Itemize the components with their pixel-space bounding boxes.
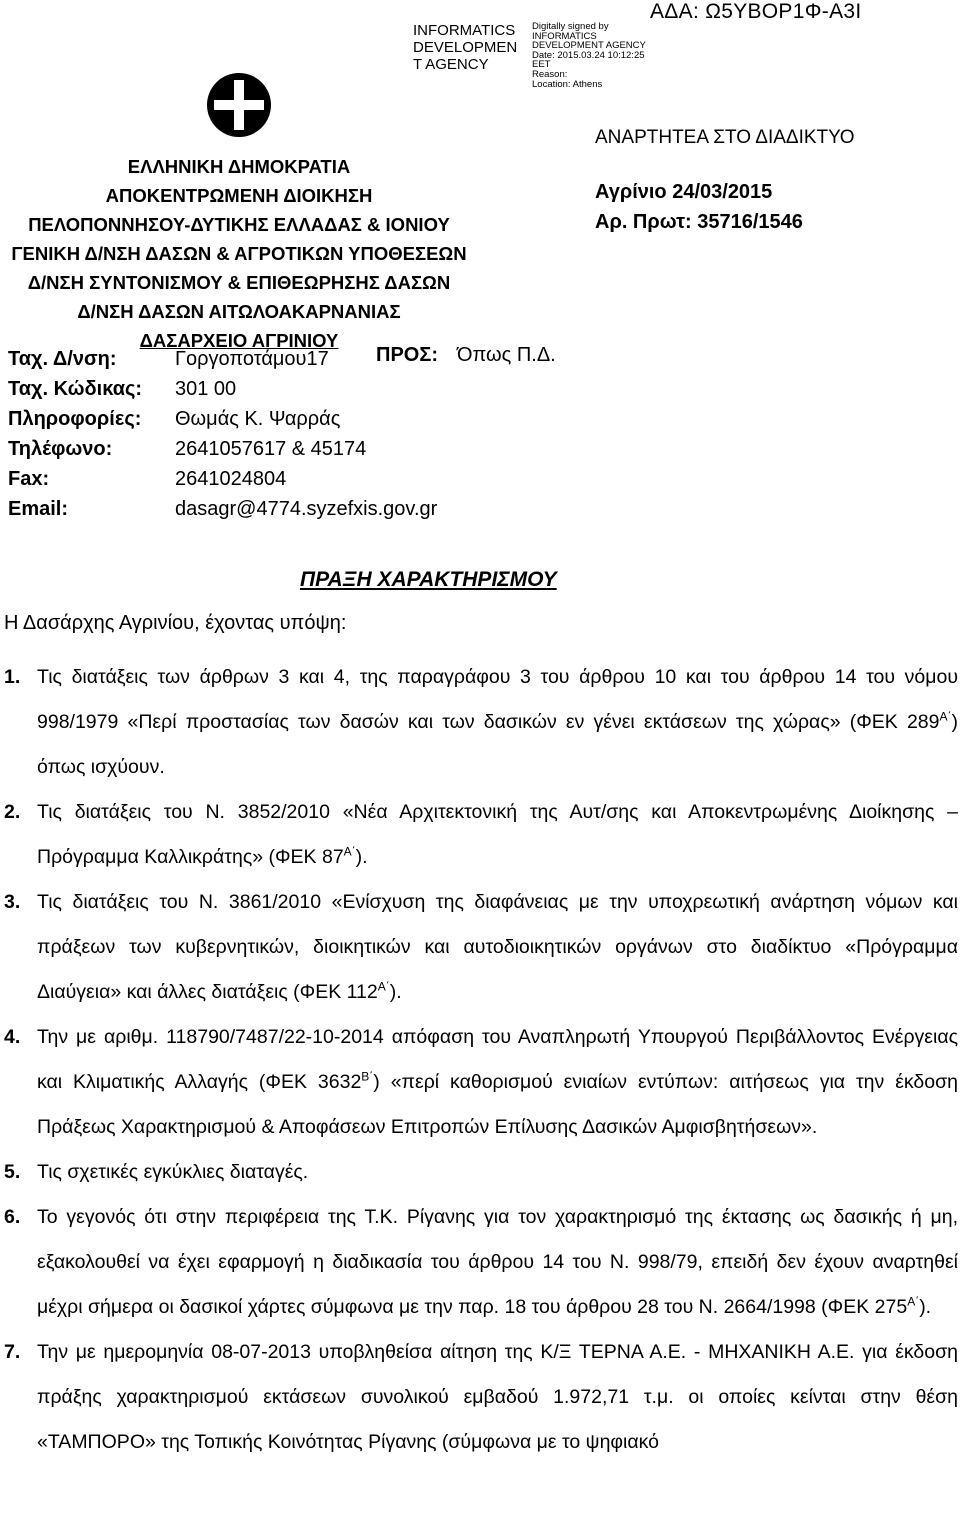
contact-value: 2641024804: [175, 468, 287, 490]
contact-row: [8, 434, 437, 464]
contact-value: Γοργοποτάμου17: [175, 348, 329, 370]
recipient-label: ΠΡΟΣ:: [376, 344, 439, 366]
contact-row: [8, 494, 437, 524]
item-number: 6.: [4, 1206, 21, 1228]
greek-emblem-icon: [206, 72, 272, 138]
list-item: [4, 1330, 958, 1465]
list-item: [4, 790, 958, 880]
ada-code: ΑΔΑ: Ω5ΥΒΟΡ1Φ-Α3Ι: [650, 0, 862, 23]
item-number: 2.: [4, 801, 21, 823]
recipient-value: Όπως Π.Δ.: [457, 344, 556, 366]
email-value: dasagr@4774.syzefxis.gov.gr: [175, 498, 438, 520]
contact-row: [8, 344, 437, 374]
list-item: [4, 655, 958, 790]
item-text: Τις διατάξεις των άρθρων 3 και 4, της παραγράφου 3 του άρθρου 10 και του άρθρου 14 του νόμου 998/1979 «Περί προστασίας των δασών και των δασικών εν γένει εκτάσεων της χώρας» (ΦΕΚ $289^{A΄}$) όπως ισχύουν.: [37, 666, 958, 778]
signature-signer-name: INFORMATICS DEVELOPMEN T AGENCY: [413, 22, 518, 73]
document-date: Αγρίνιο 24/03/2015: [595, 181, 773, 203]
signature-detail-line: Digitally signed by: [532, 21, 609, 32]
authority-line: ΠΕΛΟΠΟΝΝΗΣΟΥ-ΔΥΤΙΚΗΣ ΕΛΛΑΔΑΣ & ΙΟΝΙΟΥ: [28, 214, 450, 235]
list-item: [4, 1150, 958, 1195]
signature-detail-line: EET: [532, 59, 551, 71]
list-item: [4, 1015, 958, 1150]
authority-line: ΕΛΛΗΝΙΚΗ ΔΗΜΟΚΡΑΤΙΑ: [127, 156, 351, 177]
authority-line: Δ/ΝΣΗ ΔΑΣΩΝ ΑΙΤΩΛΟΑΚΑΡΝΑΝΙΑΣ: [77, 301, 401, 322]
contact-value: 301 00: [175, 378, 237, 400]
item-number: 4.: [4, 1026, 21, 1048]
intro-text: Η Δασάρχης Αγρινίου, έχοντας υπόψη:: [4, 612, 347, 634]
signature-detail-line: Location: Athens: [532, 78, 603, 90]
list-item: [4, 1195, 958, 1330]
considerations-list: [4, 655, 958, 1465]
contact-label: Fax:: [8, 468, 50, 490]
contact-value: 2641057617 & 45174: [175, 438, 367, 460]
authority-line: ΑΠΟΚΕΝΤΡΩΜΕΝΗ ΔΙΟΙΚΗΣΗ: [105, 185, 373, 206]
signature-detail-line: Reason:: [532, 68, 568, 80]
signature-details: [532, 22, 662, 89]
signature-detail-line: DEVELOPMENT AGENCY: [532, 40, 646, 52]
post-notice: ΑΝΑΡΤΗΤΕΑ ΣΤΟ ΔΙΑΔΙΚΤΥΟ: [595, 127, 855, 148]
protocol-number: Αρ. Πρωτ: 35716/1546: [595, 211, 803, 233]
item-number: 5.: [4, 1161, 21, 1183]
contact-label: Ταχ. Κώδικας:: [8, 378, 143, 400]
document-title: ΠΡΑΞΗ ΧΑΡΑΚΤΗΡΙΣΜΟΥ: [300, 568, 557, 591]
signature-detail-line: INFORMATICS: [532, 30, 597, 42]
signature-detail-line: Date: 2015.03.24 10:12:25: [532, 49, 645, 61]
authority-line: ΓΕΝΙΚΗ Δ/ΝΣΗ ΔΑΣΩΝ & ΑΓΡΟΤΙΚΩΝ ΥΠΟΘΕΣΕΩΝ: [11, 243, 467, 264]
authority-line: Δ/ΝΣΗ ΣΥΝΤΟΝΙΣΜΟΥ & ΕΠΙΘΕΩΡΗΣΗΣ ΔΑΣΩΝ: [27, 272, 451, 293]
authority-line: ΔΑΣΑΡΧΕΙΟ ΑΓΡΙΝΙΟΥ: [139, 330, 339, 351]
contact-label: Πληροφορίες:: [8, 408, 142, 430]
contact-label: Ταχ. Δ/νση:: [8, 348, 117, 370]
item-text: Την με ημερομηνία 08-07-2013 υποβληθείσα αίτηση της Κ/Ξ ΤΕΡΝΑ Α.Ε. - ΜΗΧΑΝΙΚΗ Α.Ε. για έκδοση πράξης χαρακτηρισμού εκτάσεων συνολικού εμβαδού 1.972,71 τ.μ. οι οποίες κείνται στην θέση «ΤΑΜΠΟΡΟ» της Τοπικής Κοινότητας Ρίγανης (σύμφωνα με το ψηφιακό: [37, 1341, 958, 1453]
list-item: [4, 880, 958, 1015]
item-text: Το γεγονός ότι στην περιφέρεια της Τ.Κ. Ρίγανης για τον χαρακτηρισμό της έκτασης ως δασικής ή μη, εξακολουθεί να έχει εφαρμογή η διαδικασία του άρθρου 14 του Ν. 998/79, επειδή δεν έχουν αναρτηθεί μέχρι σήμερα οι δασικοί χάρτες σύμφωνα με την παρ. 18 του άρθρου 28 του Ν. 2664/1998 (ΦΕΚ $275^{A΄}$).: [37, 1206, 958, 1318]
contact-label: Τηλέφωνο:: [8, 438, 113, 460]
contact-row: [8, 374, 437, 404]
contact-row: [8, 464, 437, 494]
contact-value: Θωμάς Κ. Ψαρράς: [175, 408, 341, 430]
item-text: Τις σχετικές εγκύκλιες διαταγές.: [37, 1161, 309, 1183]
item-text: Τις διατάξεις του Ν. 3861/2010 «Ενίσχυση της διαφάνειας με την υποχρεωτική ανάρτηση νόμων και πράξεων των κυβερνητικών, διοικητικών και αυτοδιοικητικών οργάνων στο διαδίκτυο «Πρόγραμμα Διαύγεια» και άλλες διατάξεις (ΦΕΚ $112^{A΄}$).: [37, 891, 958, 1003]
item-text: Τις διατάξεις του Ν. 3852/2010 «Νέα Αρχιτεκτονική της Αυτ/σης και Αποκεντρωμένης Διοίκησης – Πρόγραμμα Καλλικράτης» (ΦΕΚ $87^{A΄}$).: [37, 801, 958, 868]
authority-header: [0, 152, 478, 355]
item-number: 1.: [4, 666, 21, 688]
contact-details: [8, 344, 437, 524]
contact-label: Email:: [8, 498, 69, 520]
item-number: 3.: [4, 891, 21, 913]
contact-row: [8, 404, 437, 434]
item-text: Την με αριθμ. 118790/7487/22-10-2014 απόφαση του Αναπληρωτή Υπουργού Περιβάλλοντος Ενέργειας και Κλιματικής Αλλαγής (ΦΕΚ $3632^{B΄}$) «περί καθορισμού ενιαίων εντύπων: αιτήσεως για την έκδοση Πράξεως Χαρακτηρισμού & Αποφάσεων Επιτροπών Επίλυσης Δασικών Αμφισβητήσεων».: [37, 1026, 958, 1138]
item-number: 7.: [4, 1341, 21, 1363]
